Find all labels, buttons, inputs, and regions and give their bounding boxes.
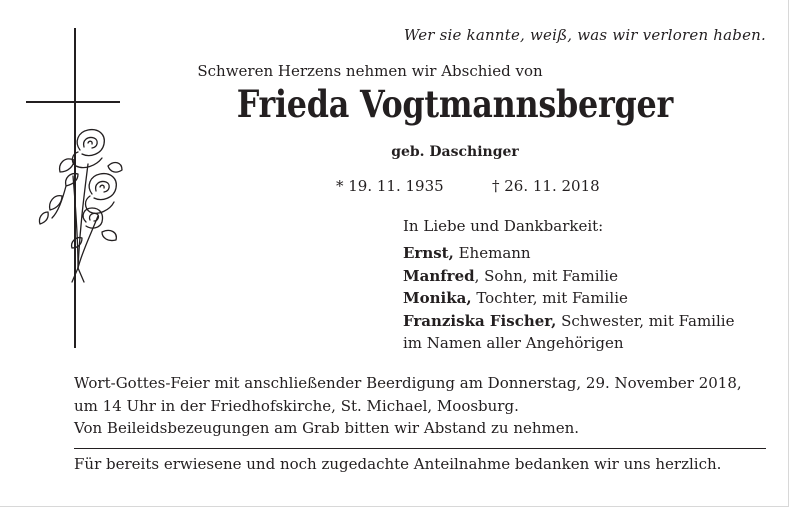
mourner-row (403, 287, 734, 310)
mourner-relation: Ehemann (453, 244, 531, 262)
closing-line: Für bereits erwiesene und noch zugedachte Anteilnahme bedanken wir uns herzlich. (74, 455, 722, 473)
divider (74, 448, 766, 449)
intro-line: Schweren Herzens nehmen wir Abschied von (197, 62, 543, 80)
mourner-name: Franziska Fischer, (403, 311, 557, 330)
mourner-row (403, 265, 734, 288)
funeral-line: Wort-Gottes-Feier mit anschließender Beerdigung am Donnerstag, 29. November 2018, (74, 374, 742, 392)
mourner-name: Manfred (403, 266, 475, 285)
mourner-name: Monika, (403, 289, 472, 307)
mourner-row (403, 242, 734, 265)
mourner-name: Ernst, (403, 244, 454, 262)
funeral-line: Von Beileidsbezeugungen am Grab bitten wir Abstand zu nehmen. (74, 419, 580, 437)
deceased-name: Frieda Vogtmannsberger (236, 82, 674, 126)
mourner-relation: Schwester, mit Familie (556, 311, 735, 330)
death-date: † 26. 11. 2018 (492, 177, 600, 195)
funeral-line: um 14 Uhr in der Friedhofskirche, St. Michael, Moosburg. (74, 396, 519, 415)
birth-name: geb. Daschinger (391, 144, 519, 160)
mourner-relation: , Sohn, mit Familie (474, 266, 618, 285)
mourner-relation: Tochter, mit Familie (471, 289, 628, 307)
relatives-line: im Namen aller Angehörigen (403, 334, 624, 352)
thanks-heading: In Liebe und Dankbarkeit: (403, 217, 604, 235)
motto: Wer sie kannte, weiß, was wir verloren haben. (403, 26, 766, 44)
funeral-details (74, 372, 742, 440)
mourner-row (403, 310, 734, 333)
birth-date: * 19. 11. 1935 (336, 177, 444, 195)
mourners-list (403, 242, 734, 355)
